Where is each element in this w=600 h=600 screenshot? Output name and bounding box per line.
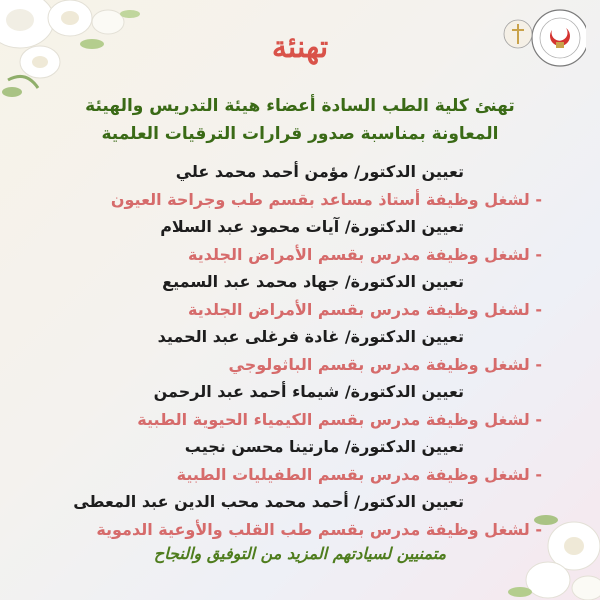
appointment-role: - لشغل وظيفة مدرس بقسم الطفيليات الطبية xyxy=(176,464,542,484)
appointee-name: تعيين الدكتورة/ غادة فرغلى عبد الحميد xyxy=(157,327,464,346)
appointment-role: - لشغل وظيفة مدرس بقسم الباثولوجي xyxy=(228,354,542,374)
intro-line: تهنئ كلية الطب السادة أعضاء هيئة التدريس والهيئة xyxy=(85,96,515,116)
page-title: تهنئة xyxy=(271,30,329,65)
closing-wishes: متمنيين لسيادتهم المزيد من التوفيق والنجاح xyxy=(153,544,447,563)
appointee-name: تعيين الدكتورة/ مارتينا محسن نجيب xyxy=(184,437,464,456)
appointment-role: - لشغل وظيفة مدرس بقسم الأمراض الجلدية xyxy=(188,299,542,319)
appointments-list xyxy=(0,158,600,543)
appointee-name: تعيين الدكتور/ أحمد محمد محب الدين عبد المعطى xyxy=(73,492,464,511)
intro-text xyxy=(20,92,580,148)
appointment-role: - لشغل وظيفة مدرس بقسم الأمراض الجلدية xyxy=(188,244,542,264)
appointment-role: - لشغل وظيفة مدرس بقسم الكيمياء الحيوية الطبية xyxy=(137,409,542,429)
appointee-name: تعيين الدكتورة/ آيات محمود عبد السلام xyxy=(160,217,464,236)
appointee-name: تعيين الدكتورة/ شيماء أحمد عبد الرحمن xyxy=(153,382,464,401)
intro-line: المعاونة بمناسبة صدور قرارات الترقيات العلمية xyxy=(101,124,499,144)
appointee-name: تعيين الدكتورة/ جهاد محمد عبد السميع xyxy=(162,272,464,291)
appointment-role: - لشغل وظيفة مدرس بقسم طب القلب والأوعية الدموية xyxy=(96,519,542,539)
appointee-name: تعيين الدكتور/ مؤمن أحمد محمد علي xyxy=(175,162,464,181)
appointment-role: - لشغل وظيفة أستاذ مساعد بقسم طب وجراحة العيون xyxy=(110,189,542,209)
